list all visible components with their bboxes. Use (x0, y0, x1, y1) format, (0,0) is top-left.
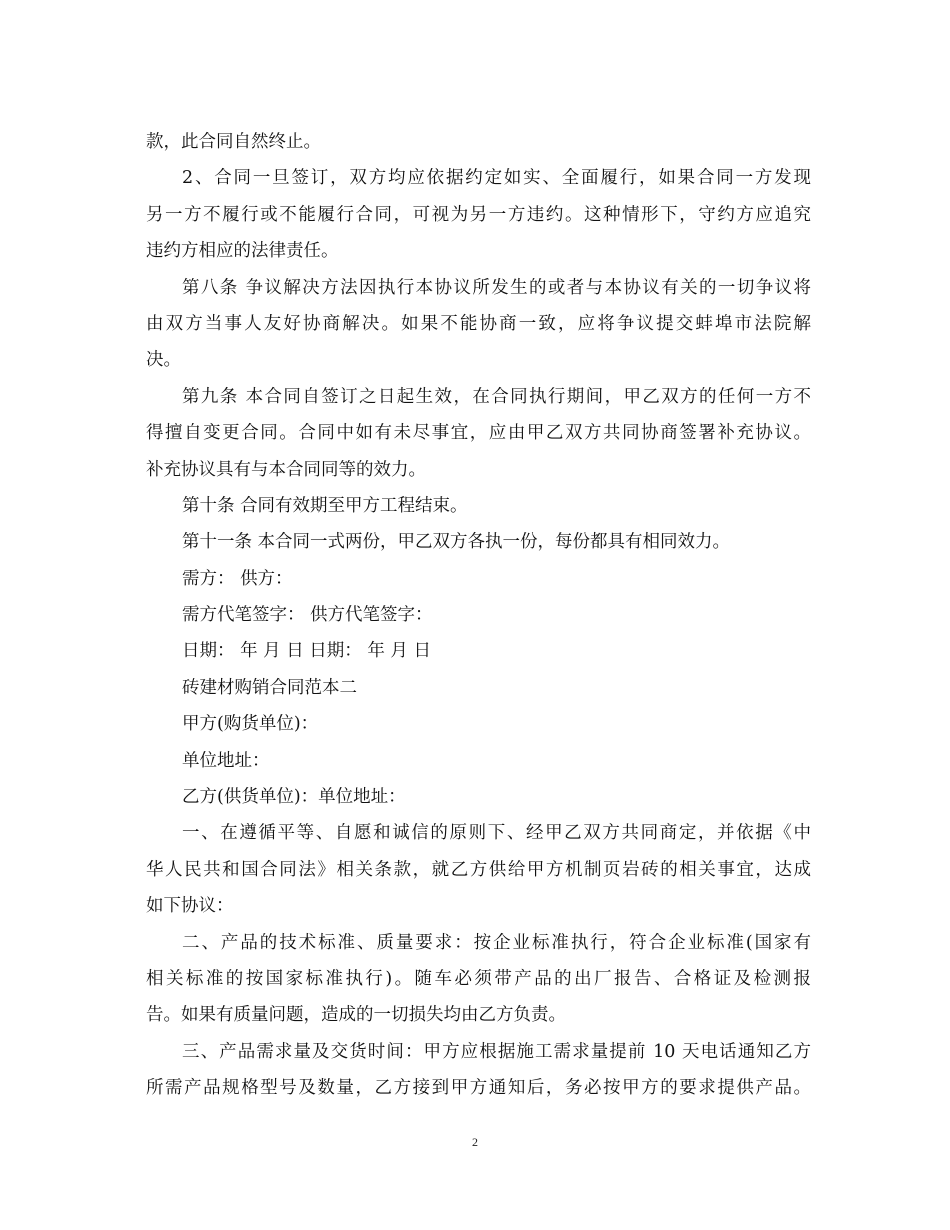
text-line: 一、在遵循平等、自愿和诚信的原则下、经甲乙双方共同商定，并依据《中 (182, 823, 811, 844)
text-line: 需方代笔签字： 供方代笔签字： (182, 605, 433, 626)
text-line: 款，此合同自然终止。 (146, 132, 321, 152)
text-line: 如下协议： (146, 896, 234, 917)
text-line: 相关标准的按国家标准执行)。随车必须带产品的出厂报告、合格证及检测报 (146, 968, 811, 989)
text-line: 另一方不履行或不能履行合同，可视为另一方违约。这种情形下，守约方应追究 (146, 204, 811, 225)
text-line: 补充协议具有与本合同同等的效力。 (146, 459, 426, 480)
text-line: 第十一条 本合同一式两份，甲乙双方各执一份，每份都具有相同效力。 (182, 532, 731, 553)
text-line: 第十条 合同有效期至甲方工程结束。 (182, 495, 468, 516)
text-line: 三、产品需求量及交货时间：甲方应根据施工需求量提前 10 天电话通知乙方 (182, 1041, 811, 1062)
text-line: 甲方(购货单位)： (182, 714, 319, 735)
text-line: 二、产品的技术标准、质量要求：按企业标准执行，符合企业标准(国家有 (182, 932, 811, 953)
text-line: 违约方相应的法律责任。 (146, 241, 339, 262)
document-body (146, 124, 811, 1107)
text-line: 第九条 本合同自签订之日起生效，在合同执行期间，甲乙双方的任何一方不 (182, 386, 811, 407)
page-number: 2 (472, 1135, 478, 1149)
text-line: 华人民共和国合同法》相关条款，就乙方供给甲方机制页岩砖的相关事宜，达成 (146, 859, 811, 880)
text-line: 砖建材购销合同范本二 (182, 677, 357, 698)
text-line: 所需产品规格型号及数量，乙方接到甲方通知后，务必按甲方的要求提供产品。 (146, 1078, 811, 1099)
text-line: 第八条 争议解决方法因执行本协议所发生的或者与本协议有关的一切争议将 (182, 277, 811, 298)
text-line: 单位地址： (182, 750, 270, 771)
text-line: 由双方当事人友好协商解决。如果不能协商一致，应将争议提交蚌埠市法院解 (146, 313, 811, 334)
text-line: 需方： 供方： (182, 568, 293, 589)
text-line: 决。 (146, 350, 181, 371)
text-line: 日期： 年 月 日 日期： 年 月 日 (182, 641, 431, 662)
text-line: 2、合同一旦签订，双方均应依据约定如实、全面履行，如果合同一方发现 (182, 168, 811, 189)
text-line: 告。如果有质量问题，造成的一切损失均由乙方负责。 (146, 1005, 566, 1026)
text-line: 乙方(供货单位)：单位地址： (182, 787, 406, 808)
text-line: 得擅自变更合同。合同中如有未尽事宜，应由甲乙双方共同协商签署补充协议。 (146, 423, 811, 444)
